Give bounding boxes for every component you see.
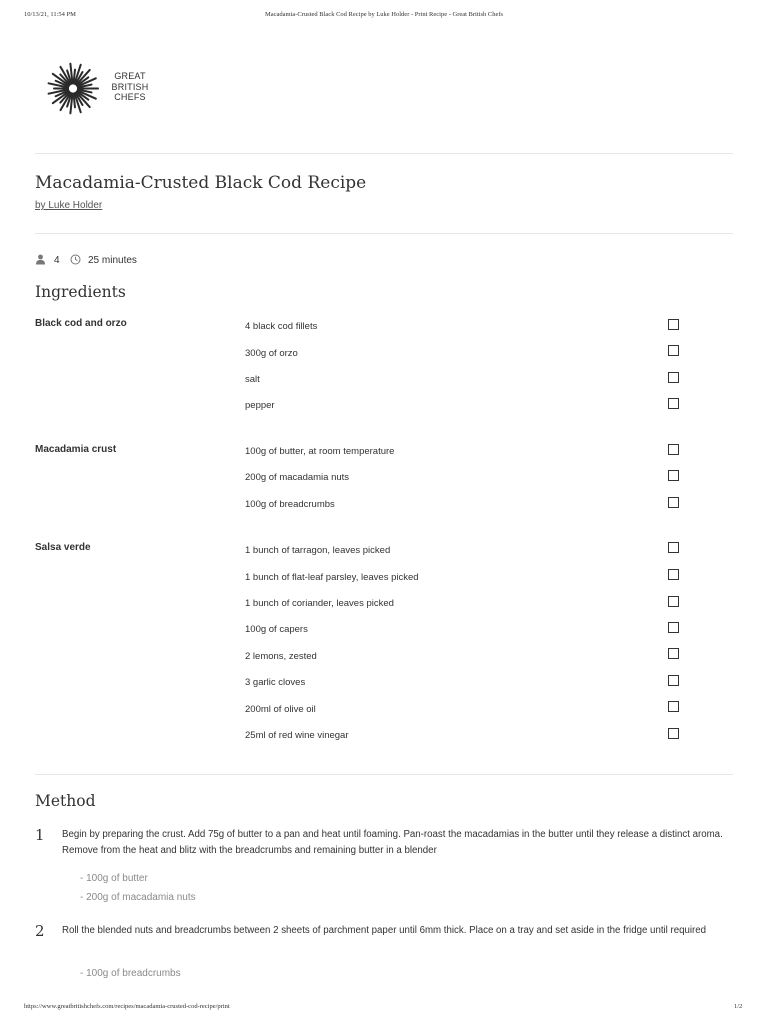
ingredient-item: 1 bunch of coriander, leaves picked (245, 598, 394, 609)
cook-time: 25 minutes (88, 255, 137, 266)
ingredient-checkbox[interactable] (668, 319, 679, 330)
ingredient-group-label: Macadamia crust (35, 444, 117, 455)
ingredient-checkbox[interactable] (668, 444, 679, 455)
print-url: https://www.greatbritishchefs.com/recipes/macadamia-crusted-cod-recipe/print (24, 1003, 230, 1010)
ingredient-checkbox[interactable] (668, 470, 679, 481)
step-number: 2 (35, 922, 45, 940)
ingredient-checkbox[interactable] (668, 701, 679, 712)
ingredient-item: 3 garlic cloves (245, 677, 306, 688)
ingredient-item: salt (245, 374, 260, 385)
step-ingredient: - 100g of breadcrumbs (80, 968, 181, 979)
ingredient-item: 100g of butter, at room temperature (245, 446, 395, 457)
ingredient-group-label: Salsa verde (35, 542, 91, 553)
step-number: 1 (35, 826, 45, 844)
divider (35, 233, 733, 234)
ingredient-item: 2 lemons, zested (245, 651, 317, 662)
ingredient-checkbox[interactable] (668, 398, 679, 409)
print-datetime: 10/13/21, 11:54 PM (24, 11, 76, 18)
logo-line: GREAT (114, 71, 146, 81)
ingredient-checkbox[interactable] (668, 596, 679, 607)
ingredient-checkbox[interactable] (668, 345, 679, 356)
divider (35, 153, 733, 154)
logo-line: BRITISH (111, 81, 149, 92)
ingredient-checkbox[interactable] (668, 497, 679, 508)
ingredient-checkbox[interactable] (668, 622, 679, 633)
ingredient-checkbox[interactable] (668, 675, 679, 686)
ingredient-item: 1 bunch of tarragon, leaves picked (245, 545, 391, 556)
sunburst-logo-icon (42, 61, 104, 116)
ingredient-checkbox[interactable] (668, 542, 679, 553)
divider (35, 774, 733, 775)
ingredient-item: 300g of orzo (245, 348, 298, 359)
ingredient-item: 25ml of red wine vinegar (245, 730, 349, 741)
logo-line: CHEFS (114, 92, 146, 102)
ingredient-checkbox[interactable] (668, 569, 679, 580)
ingredient-item: 200ml of olive oil (245, 704, 316, 715)
step-text: Roll the blended nuts and breadcrumbs between 2 sheets of parchment paper until 6mm thick. Place on a tray and set aside in the fridge until required (62, 925, 707, 936)
step-ingredient: - 100g of butter (80, 873, 148, 884)
print-page-number: 1/2 (734, 1003, 743, 1010)
person-icon (35, 254, 46, 265)
ingredient-item: pepper (245, 400, 275, 411)
ingredient-item: 200g of macadamia nuts (245, 472, 350, 483)
ingredient-checkbox[interactable] (668, 728, 679, 739)
ingredients-heading: Ingredients (35, 283, 126, 301)
author-link[interactable]: by Luke Holder (35, 200, 103, 211)
ingredient-item: 1 bunch of flat-leaf parsley, leaves picked (245, 572, 419, 583)
servings-count: 4 (54, 255, 60, 266)
ingredient-group-label: Black cod and orzo (35, 318, 127, 329)
clock-icon (70, 254, 81, 265)
print-page-title: Macadamia-Crusted Black Cod Recipe by Luke Holder - Print Recipe - Great British Chefs (264, 11, 504, 18)
logo-wordmark (111, 71, 149, 103)
ingredient-item: 100g of breadcrumbs (245, 499, 335, 510)
method-heading: Method (35, 792, 96, 810)
ingredient-checkbox[interactable] (668, 648, 679, 659)
ingredient-item: 100g of capers (245, 624, 308, 635)
recipe-title: Macadamia-Crusted Black Cod Recipe (35, 173, 367, 193)
ingredient-item: 4 black cod fillets (245, 321, 318, 332)
step-ingredient: - 200g of macadamia nuts (80, 892, 196, 903)
ingredient-checkbox[interactable] (668, 372, 679, 383)
step-text: Begin by preparing the crust. Add 75g of butter to a pan and heat until foaming. Pan-roast the macadamias in the butter until they release a distinct aroma. Remove from the heat and blitz with the breadcrumbs and remaining butter in a blender (62, 829, 723, 856)
